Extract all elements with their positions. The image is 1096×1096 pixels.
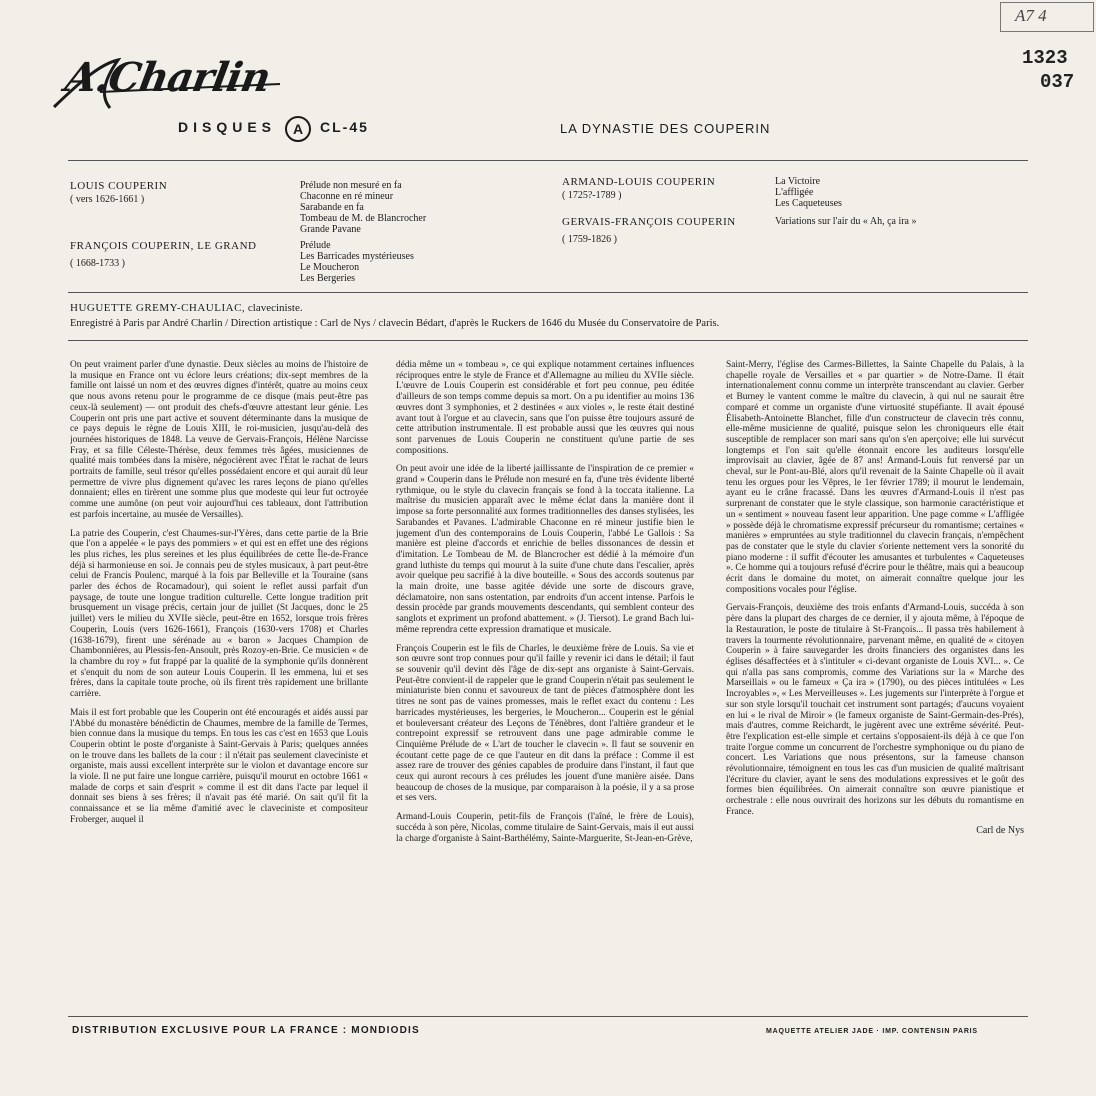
notes-paragraph: Mais il est fort probable que les Couperin ont été encouragés et aidés aussi par l'Abbé du monastère bénédictin de Chaumes, membre de la famille de Termes, bien connue dans la musique du temps. En tous les cas c'est en 1653 que Louis Couperin obtint le poste d'organiste à Saint-Gervais à Paris; quelques années on le trouve dans les ballets de la cour : il n'était pas seulement claveciniste et organiste, mais aussi excellent interprète sur le violon et davantage encore sur la viole. Il ne put faire une longue carrière, puisqu'il mourut en octobre 1661 « malade de corps et sain d'esprit » comme il est dit dans l'acte par lequel il donnait ses biens à ses frères; il n'avait pas été marié. On sait qu'il fit la connaissance et se lia même d'amitié avec le claveciniste et compositeur Froberger, auquel il <box>70 707 368 825</box>
notes-paragraph: François Couperin est le fils de Charles, le deuxième frère de Louis. Sa vie et son œuvre sont trop connues pour qu'il faille y revenir ici dans le détail; il faut se souvenir qu'il devint dès l'âge de dix-sept ans organiste à Saint-Gervais. Peut-être convient-il de rappeler que le grand Couperin n'était pas seulement le miniaturiste bien connu et savoureux de tant de pièces d'atmosphère dont les titres ne sont pas de vaines promesses, mais le reflet exact du contenu : Les barricades mystérieuses, les bergeries, le Moucheron... Couperin est le génial et bouleversant créateur des Leçons de Ténèbres, dont l'altière grandeur et le contrepoint expressif se retrouvent dans une page admirable comme le Cinquième Prélude de « L'art de toucher le clavecin ». Il faut se souvenir en écoutant cette page de ce que l'auteur en dit dans la préface : Comme il est assez rare de trouver des génies capables de produire dans l'instant, il faut que ceux qui auront recours à ces préludes les jouent d'une manière aisée. Dans beaucoup de choses de la musique, par comparaison à la poésie, il y a sa prose et ses vers. <box>396 643 694 804</box>
composer-gervais-francois <box>562 216 772 246</box>
work-title: Prélude non mesuré en fa <box>300 180 402 191</box>
work-title: Tombeau de M. de Blancrocher <box>300 213 427 224</box>
performer <box>70 302 303 314</box>
composer-name: ARMAND-LOUIS COUPERIN <box>562 176 716 188</box>
notes-paragraph: dédia même un « tombeau », ce qui explique notamment certaines influences réciproques entre le style de France et d'Allemagne au milieu du XVIIe siècle. L'œuvre de Louis Couperin est considérable et fort peu connue, peu éditée d'ailleurs de son temps comme depuis sa mort. On a pu identifier au moins 136 œuvres dont 3 symphonies, et 2 destinées « aux violes », le reste était destiné avant tout à l'orgue et au clavecin, sans que l'on puisse être toujours assuré de cette attribution instrumentale. Il est probable aussi que les œuvres qui nous sont parvenues de Louis Couperin ne constituent qu'une partie de ses compositions. <box>396 360 694 456</box>
top-divider <box>68 160 1028 161</box>
catalog-code: CL-45 <box>320 119 369 135</box>
composer-louis <box>70 180 290 206</box>
notes-paragraph: On peut vraiment parler d'une dynastie. Deux siècles au moins de l'histoire de la musique en France ont vu éclore leurs créations; dix-sept membres de la famille ont laissé un nom et des œuvres dignes d'intérêt, quatre au moins ceux que nous avons retenu pour le programme de ce disque (mais peut-être pas ceux-là seulement) — ont produit des chefs-d'œuvre attestant leur génie. Les Couperin ont pris une part active et souvent déterminante dans la musique de ce pays depuis le règne de Louis XIII, le roi-musicien, jusqu'au-delà des journées historiques de 1848. La veuve de Gervais-François, Hélène Narcisse Fray, et sa fille Céleste-Thérèse, deux femmes très âgées, musiciennes de qualité mais tombées dans la misère, négocièrent avec l'État le rachat de leurs portraits de famille, seul trésor qu'elles possédaient encore et qui aurait dû leur permettre de vivre plus dignement qu'avec les rares leçons de piano qu'elles donnaient; elles en tirèrent une somme plus que modeste qui leur fut octroyée comme une aumône (on peut voir aujourd'hui ces tableaux, dont l'attribution est parfois incertaine, au musée de Versailles). <box>70 360 368 520</box>
liner-notes-column-2 <box>396 360 694 1032</box>
works-gervais-francois <box>775 216 1025 227</box>
handwritten-note: A7 4 <box>1015 6 1047 25</box>
works-francois <box>300 240 500 284</box>
catalog-number-top: 1323 <box>1022 47 1068 69</box>
credits-divider <box>68 340 1028 341</box>
bottom-divider <box>68 1016 1028 1017</box>
composer-armand-louis <box>562 176 772 202</box>
notes-paragraph: On peut avoir une idée de la liberté jaillissante de l'inspiration de ce premier « grand » Couperin dans le Prélude non mesuré en fa, d'une très évidente liberté rythmique, ou le style du clavecin français se fond à la toccata italienne. La maîtrise du musicien apparaît avec le même éclat dans la manière dont il impose sa forte personnalité aux formes traditionnelles des danses stylisées, les Sarabandes et Pavanes. L'admirable Chaconne en ré mineur justifie bien le jugement d'un des contemporains de Louis Couperin, l'abbé Le Gallois : Sa manière est pleine d'accords et enrichie de belles dissonances de dessin et d'imitation. Le Tombeau de M. de Blancrocher est dédié à la mémoire d'un grand luthiste du temps qui mourut à la suite d'une chute dans l'escalier, après avoir quelque peu sacrifié à la dive bouteille. « Sous des accords soutenus par la main droite, une basse agitée dévide une sorte de discours grave, déclamatoire, non sans ostentation, par endroits d'un accent intense. Parfois le dessin procède par grands mouvements descendants, qui semblent conteur des sanglots et expriment un profond abattement. » (J. Tiersot). Le grand Bach lui-même reprendra cette expression dramatique et musicale. <box>396 464 694 635</box>
logo-text: A.Charlin <box>61 54 274 101</box>
composer-francois <box>70 240 300 270</box>
side-badge: A <box>285 116 311 142</box>
handwritten-note-box <box>1000 2 1094 32</box>
work-title: Les Caqueteuses <box>775 198 842 209</box>
work-title: Chaconne en ré mineur <box>300 191 394 202</box>
notes-paragraph: Saint-Merry, l'église des Carmes-Billettes, la Sainte Chapelle du Palais, à la chapelle royale de Versailles et « par quartier » de Notre-Dame. Il était internationalement connu comme un interprète transcendant au clavier. Gerber et Burney le vantent comme le maître du clavecin, à qui nul ne saurait être comparé et comme un organiste d'une virtuosité stupéfiante. Il avait épousé Élisabeth-Antoinette Blanchet, fille d'un constructeur de clavecin très connu, elle-même musicienne de qualité, puisque selon les chroniqueurs elle était susceptible de remplacer son mari sans qu'on s'en aperçoive; elle lui survécut longtemps et l'on sait qu'elle étonnait encore les auditeurs lorsqu'elle improvisait au clavier, âgée de 87 ans! Armand-Louis fut renversé par un cheval, sur le Pont-au-Blé, alors qu'il revenait de la Sainte Chapelle où il avait tenu les orgues pour les Vêpres, le 1er février 1789; il mourut le lendemain, ayant eu le crâne fracassé. Dans les œuvres d'Armand-Louis il n'est pas surprenant de constater que le style classique, son harmonie caractéristique et un « sentiment » nouveau fasent leur apparition. Une page comme « L'affligée » possède déjà le chromatisme expressif précurseur du romantisme; certaines « manières » empruntées au style traditionnel du clavecin français, n'empêchent pas de constater que le style du clavier s'oriente nettement vers la sonorité du piano moderne : il suffit d'écouter les amusantes et turbulentes « Caqueteuses ». Ce homme qui a toujours refusé d'écrire pour le théâtre, mais qui a beaucoup écrit dans le domaine du motet, on aimerait connaître quelque jour les compositions vocales pour l'église. <box>726 360 1024 595</box>
composer-name: FRANÇOIS COUPERIN, LE GRAND <box>70 240 257 252</box>
work-title: L'affligée <box>775 187 814 198</box>
works-louis <box>300 180 500 235</box>
work-title: La Victoire <box>775 176 821 187</box>
catalog-number-bottom: 037 <box>1040 71 1075 93</box>
liner-notes-column-3 <box>726 360 1024 1032</box>
notes-paragraph: Gervais-François, deuxième des trois enfants d'Armand-Louis, succéda à son père dans la plupart des charges de ce dernier, il y ajouta même, à l'époque de la Restauration, le poste de titulaire à St-François... Il passa très habilement à travers la tourmente révolutionnaire, parvenant même, en qualité de « citoyen Couperin » à faire sauvegarder les droits financiers des organistes dans les églises désaffectées et à s'intituler « ci-devant organiste de Louis XVI... ». Ce qui n'alla pas sans compromis, comme des Variations sur la « Marche des Marseillais » ou le fameux « Ça ira » (1790), ou des pièces intitulées « Les Incroyables », « Les Merveilleuses ». Les jugements sur l'interprète à l'orgue et sur son style lorsqu'il touchait cet instrument sont partagés; d'aucuns voyaient en lui « le rival de Miroir » (le fameux organiste de Saint-Germain-des-Prés), mais d'autres, comme Reichardt, le jugèrent avec une extrême sévérité. Peut-être l'explication est-elle simple et certains s'opposaient-ils déjà à ce que l'on traite l'orgue comme un concurrent de l'orchestre symphonique ou du piano de concert. Les Variations que nous présentons, sur la fameuse chanson révolutionnaire, témoignent en tous les cas d'un musicien de qualité maîtrisant l'écriture du clavier, ayant le sens des modulations expressives et le goût des formes bien équilibrées. On aimerait connaître son œuvre pianistique et orchestrale : elle nous ouvrirait des horizons sur les débuts du romantisme en France. <box>726 603 1024 817</box>
middle-divider <box>68 292 1028 293</box>
composer-dates: ( 1668-1733 ) <box>70 258 125 269</box>
composer-dates: ( 1759-1826 ) <box>562 234 617 245</box>
printer-credit: MAQUETTE ATELIER JADE · IMP. CONTENSIN PARIS <box>766 1028 978 1035</box>
notes-signature: Carl de Nys <box>976 824 1024 836</box>
performer-name: HUGUETTE GREMY-CHAULIAC, <box>70 302 246 314</box>
disques-label: DISQUES <box>178 119 277 135</box>
album-title: LA DYNASTIE DES COUPERIN <box>560 121 771 136</box>
notes-paragraph: Armand-Louis Couperin, petit-fils de François (l'aîné, le frère de Louis), succéda à son père, Nicolas, comme titulaire de Saint-Gervais, mais il eut aussi la charge d'organiste à Saint-Barthélémy, Sainte-Marguerite, St-Jean-en-Grève, <box>396 812 694 844</box>
composer-name: LOUIS COUPERIN <box>70 180 168 192</box>
notes-paragraph: La patrie des Couperin, c'est Chaumes-sur-l'Yères, dans cette partie de la Brie que l'on a appelée « le pays des pommiers » et qui est en effet une des régions les plus riches, les plus sereines et les plus équilibrées de cette Île-de-France déjà si harmonieuse en soi. Je connais peu de styles musicaux, à part peut-être celui de Francis Poulenc, marqué à la fois par Belleville et la Touraine (sans parler des échos de Rocamadour), qui soient le reflet aussi parfait d'un paysage, de toute une longue tradition culturelle. Cette longue tradition prit brusquement un visage précis, certain jour de juillet (St Jacques, donc le 25 juillet) vers le milieu du XVIIe siècle, peut-être en 1652, lorsque trois frères Couperin, Louis (vers 1626-1661), François (1630-vers 1708) et Charles (1638-1679), firent une sérénade au « baron » Jacques Champion de Chambonnières, au Plessis-fen-Ansoult, près Rozoy-en-Brie. Ce musicien « de la chambre du roy » fut frappé par la qualité de la symphonie qu'ils donnèrent et s'enquit du nom de son auteur Louis Couperin. Il les emmena, lui et ses frères, dans la capitale toute proche, où ils firent très rapidement une brillante carrière. <box>70 528 368 700</box>
distribution-line: DISTRIBUTION EXCLUSIVE POUR LA FRANCE : MONDIODIS <box>72 1025 420 1036</box>
work-title: Prélude <box>300 240 331 251</box>
work-title: Sarabande en fa <box>300 202 364 213</box>
work-title: Les Bergeries <box>300 273 356 284</box>
composer-dates: ( vers 1626-1661 ) <box>70 194 145 205</box>
work-title: Les Barricades mystérieuses <box>300 251 414 262</box>
work-title: Variations sur l'air du « Ah, ça ira » <box>775 216 917 227</box>
liner-notes-column-1 <box>70 360 368 1032</box>
works-armand-louis <box>775 176 1005 209</box>
brand-logo <box>40 52 290 112</box>
performer-role: claveciniste. <box>247 302 303 314</box>
composer-dates: ( 1725?-1789 ) <box>562 190 622 201</box>
composer-name: GERVAIS-FRANÇOIS COUPERIN <box>562 216 736 228</box>
work-title: Le Moucheron <box>300 262 360 273</box>
work-title: Grande Pavane <box>300 224 361 235</box>
recording-credit: Enregistré à Paris par André Charlin / Direction artistique : Carl de Nys / clavecin Bédart, d'après le Ruckers de 1646 du Musée du Conservatoire de Paris. <box>70 318 720 329</box>
